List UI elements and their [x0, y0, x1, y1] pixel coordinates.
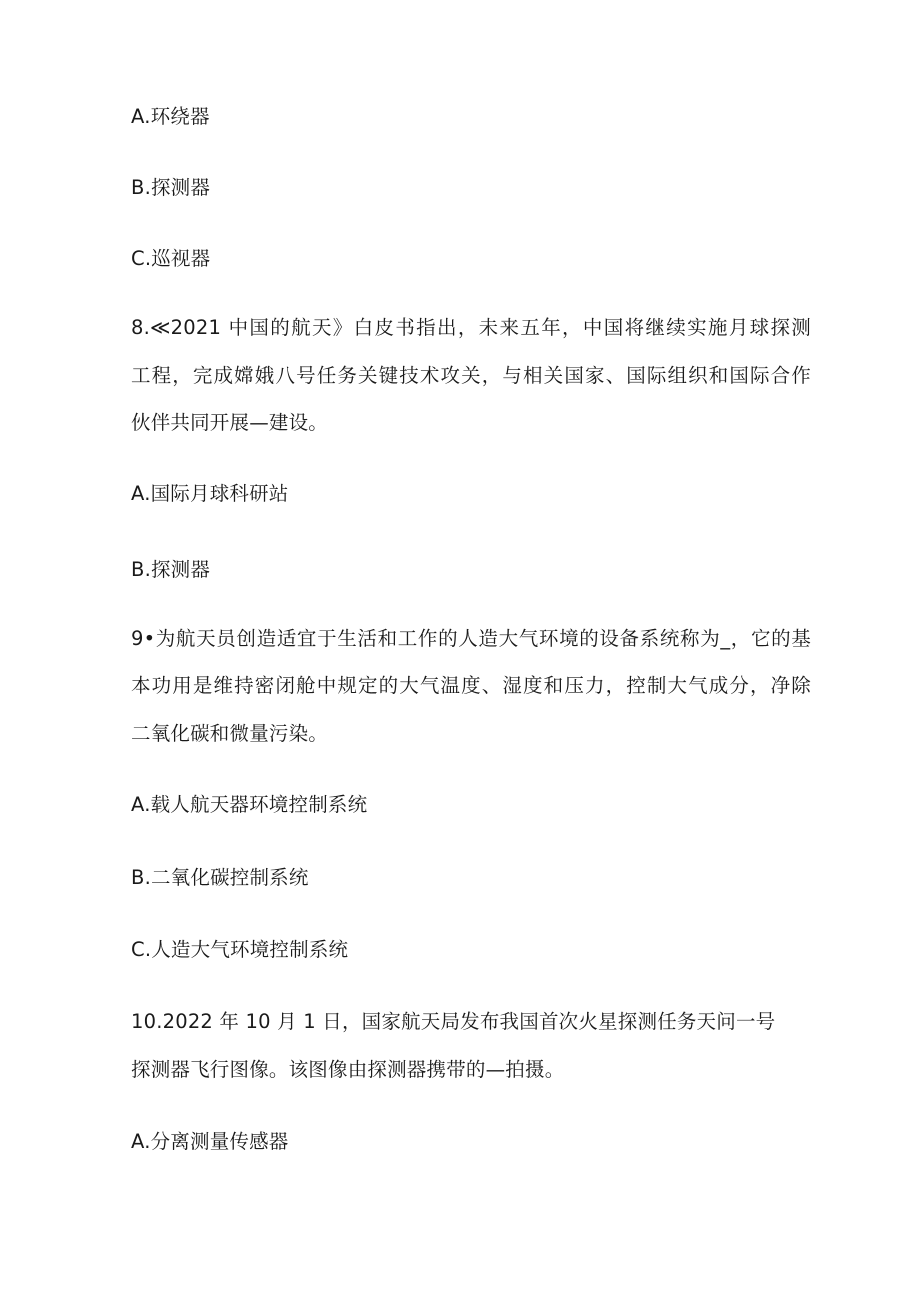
- q10-option-a: A.分离测量传感器: [131, 1130, 289, 1153]
- q9-question-line-1: 9•为航天员创造适宜于生活和工作的人造大气环境的设备系统称为_，它的基: [131, 627, 811, 650]
- q9-option-c: C.人造大气环境控制系统: [131, 938, 349, 961]
- q9-question-line-3: 二氧化碳和微量污染。: [131, 722, 329, 745]
- q8-question-line-1: 8.≪2021 中国的航天》白皮书指出，未来五年，中国将继续实施月球探测: [131, 316, 811, 339]
- q10-question-line-1: 10.2022 年 10 月 1 日，国家航天局发布我国首次火星探测任务天问一号: [131, 1010, 776, 1033]
- q9-option-b: B.二氧化碳控制系统: [131, 866, 309, 889]
- q9-question-line-2: 本功用是维持密闭舱中规定的大气温度、湿度和压力，控制大气成分，净除: [131, 674, 811, 697]
- q8-option-b: B.探测器: [131, 558, 211, 581]
- q8-option-a: A.国际月球科研站: [131, 482, 289, 505]
- q10-question-line-2: 探测器飞行图像。该图像由探测器携带的—拍摄。: [131, 1058, 565, 1081]
- q8-question-line-3: 伙伴共同开展—建设。: [131, 411, 329, 434]
- q7-option-a: A.环绕器: [131, 105, 210, 128]
- q9-option-a: A.载人航天器环境控制系统: [131, 793, 368, 816]
- q8-question-line-2: 工程，完成嫦娥八号任务关键技术攻关，与相关国家、国际组织和国际合作: [131, 364, 811, 387]
- q7-option-b: B.探测器: [131, 176, 211, 199]
- q7-option-c: C.巡视器: [131, 247, 211, 270]
